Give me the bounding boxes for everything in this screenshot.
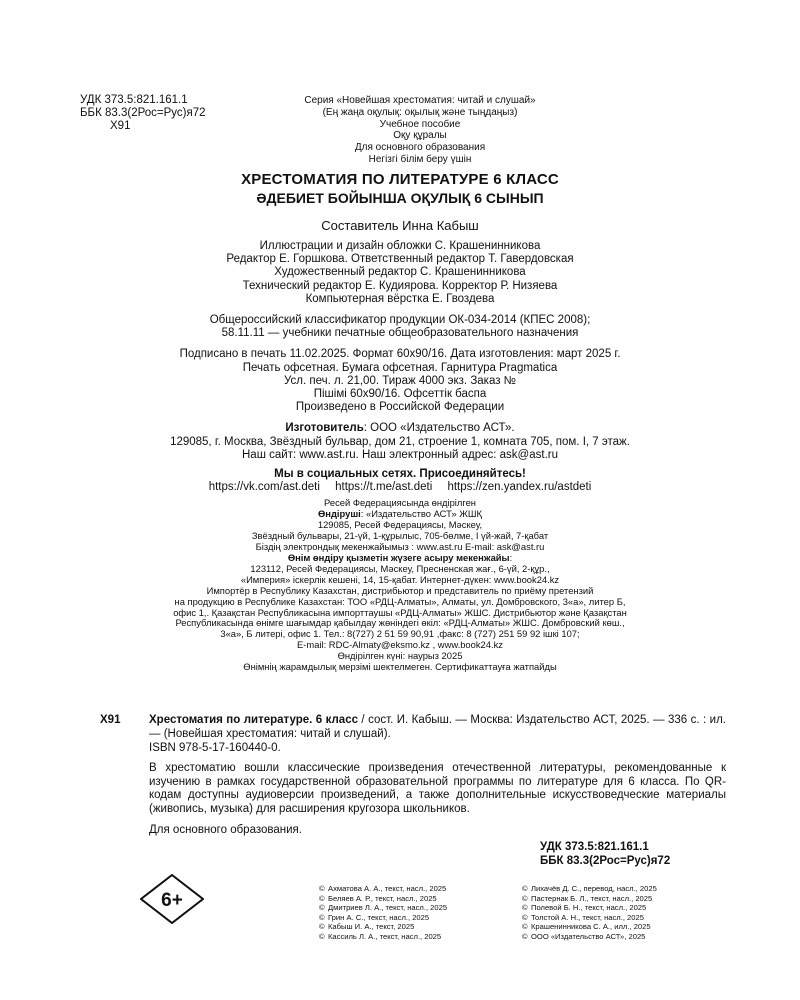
social-heading: Мы в социальных сетях. Присоединяйтесь!: [274, 468, 526, 481]
title-kz: ӘДЕБИЕТ БОЙЫНША ОҚУЛЫҚ 6 СЫНЫП: [256, 190, 544, 206]
print-line: Произведено в Российской Федерации: [295, 401, 505, 414]
kz-line: Біздің электрондық мекенжайымыз : www.ast.ru E-mail: ask@ast.ru: [255, 541, 545, 553]
manufacturer: [0, 422, 800, 462]
age-rating-badge: [140, 874, 204, 924]
print-line: Печать офсетная. Бумага офсетная. Гарнитура Pragmatica: [242, 361, 558, 374]
copyright-line: © Дмитриев Л. А., текст, насл., 2025: [319, 903, 448, 913]
copyright-line: © Ахматова А. А., текст, насл., 2025: [319, 884, 447, 893]
kz-line: 3«а», Б литері, офис 1. Тел.: 8(727) 2 51 59 90,91 ,факс: 8 (727) 251 59 92 ішкі 107;: [220, 628, 580, 640]
copyright-symbol: ©: [319, 884, 325, 893]
kz-line: Импортёр в Республику Казахстан, дистрибьютор и представитель по приёму претензий: [206, 584, 594, 596]
kz-producer-value: : «Издательство АСТ» ЖШҚ: [360, 508, 482, 520]
manufacturer-label: Изготовитель: [285, 422, 364, 435]
kz-line: «Империя» іскерлік кешені, 14, 15-қабат. Интернет-дүкен: www.book24.kz: [240, 573, 560, 585]
series-line: Оқу құралы: [393, 130, 447, 142]
copyright-symbol: ©: [319, 931, 325, 941]
copyright-line: © Толстой А. Н., текст, насл., 2025: [522, 912, 644, 922]
series-line: Негізгі білім беру үшін: [368, 153, 472, 165]
copyright-line: © Лихачёв Д. С., перевод, насл., 2025: [522, 884, 657, 893]
classification-codes: [80, 94, 206, 133]
print-line: Пішімі 60x90/16. Офсеттік баспа: [313, 388, 487, 401]
classification-codes-bottom: [540, 840, 720, 868]
kz-line: Звёздный бульвары, 21-үй, 1-құрылыс, 705-бөлме, I үй-жай, 7-қабат: [251, 530, 549, 542]
social-link-zen[interactable]: https://zen.yandex.ru/astdeti: [447, 481, 592, 494]
kz-line: 129085, Ресей Федерациясы, Мәскеу,: [317, 519, 483, 531]
print-line: Усл. печ. л. 21,00. Тираж 4000 экз. Заказ №: [283, 374, 517, 387]
copyright-symbol: ©: [522, 903, 528, 913]
copyright-line: © Кассиль Л. А., текст, насл., 2025: [319, 931, 442, 941]
kz-claims-label: Өнім өндіру қызметін жүзеге асыру мекенжайы: [287, 551, 510, 563]
kz-line: Республикасында өнімге шағымдар қабылдау жөніндегі өкіл: «РДЦ-Алматы» ЖШС. Домбровский көш.,: [175, 617, 625, 629]
kz-info-block: [0, 498, 800, 673]
social-block: [0, 468, 800, 494]
social-links: [0, 481, 800, 494]
age-rating-diamond-icon: [140, 874, 204, 924]
copyright-line: © Пастернак Б. Л., текст, насл., 2025: [522, 893, 653, 903]
isbn: ISBN 978-5-17-160440-0.: [149, 742, 281, 754]
series-line: Для основного образования: [354, 142, 486, 154]
biblio-rest: / сост. И. Кабыш. — Москва: Издательство АСТ, 2025. — 336 с. : ил. — (Новейшая хрестоматия: читай и слушай).: [149, 714, 726, 740]
kz-line: офис 1,. Қазақстан Республикасына импорттаушы «РДЦ-Алматы» ЖШС. Дистрибьютор және Қазақстан: [173, 606, 627, 618]
author-sign: Х91: [110, 120, 131, 132]
copyright-line: © Беляев А. Р., текст, насл., 2025: [319, 893, 437, 903]
copyrights-left: [319, 884, 447, 942]
biblio-author-sign: Х91: [100, 714, 121, 726]
copyright-line: © Грин А. С., текст, насл., 2025: [319, 912, 430, 922]
manufacturer-line: [0, 422, 800, 435]
annotation-edu: Для основного образования.: [149, 824, 302, 836]
udk-code: УДК 373.5:821.161.1: [80, 94, 188, 106]
series-line: (Ең жаңа оқулық: оқылық және тыңдаңыз): [322, 106, 518, 118]
imprint-main: [0, 170, 800, 673]
social-link-vk[interactable]: https://vk.com/ast.deti: [208, 481, 320, 494]
copyrights-right: [522, 884, 657, 942]
manufacturer-address: 129085, г. Москва, Звёздный бульвар, дом 21, строение 1, комната 705, пом. I, 7 этаж.: [170, 435, 630, 448]
copyright-symbol: ©: [522, 931, 528, 941]
series-line: Серия «Новейшая хрестоматия: читай и слушай»: [304, 95, 536, 106]
manufacturer-site: Наш сайт: www.ast.ru. Наш электронный адрес: ask@ast.ru: [242, 448, 558, 461]
copyright-line: © Кабыш И. А., текст, 2025: [319, 922, 415, 932]
copyright-line: © ООО «Издательство АСТ», 2025: [522, 931, 646, 941]
kz-line: на продукцию в Республике Казахстан: ТОО «РДЦ-Алматы», Алматы, ул. Домбровского, 3«а», литер Б,: [174, 595, 626, 607]
annotation: В хрестоматию вошли классические произведения отечественной литературы, рекомендованные к изучению в рамках государственной образовательной программы по литературе для 6 класса. По QR-кодам доступны аудиоверсии произведений, а также дополнительные искусствоведческие материалы (живопись, музыка) для расширения кругозора школьников.: [149, 762, 726, 815]
credit-line: Технический редактор Е. Кудиярова. Корректор Р. Низяева: [242, 279, 558, 292]
print-line: Подписано в печать 11.02.2025. Формат 60x90/16. Дата изготовления: март 2025 г.: [179, 348, 621, 361]
series-line: Учебное пособие: [379, 118, 461, 130]
copyright-symbol: ©: [319, 922, 325, 932]
credit-line: Компьютерная вёрстка Е. Гвоздева: [305, 292, 495, 305]
kz-claims-colon: :: [509, 551, 513, 563]
copyright-symbol: ©: [319, 903, 325, 913]
credit-line: Редактор Е. Горшкова. Ответственный редактор Т. Гавердовская: [226, 253, 574, 266]
classifier-line: Общероссийский классификатор продукции ОК-034-2014 (КПЕС 2008);: [209, 314, 591, 327]
copyright-symbol: ©: [522, 912, 528, 922]
copyright-line: © Полевой Б. Н., текст, насл., 2025: [522, 903, 647, 913]
biblio-description: [149, 714, 726, 741]
credit-line: Иллюстрации и дизайн обложки С. Крашенинникова: [259, 240, 541, 252]
print-info: [0, 348, 800, 414]
classifier-line: 58.11.11 — учебники печатные общеобразовательного назначения: [221, 327, 579, 340]
kz-line: Ресей Федерациясында өндірілген: [324, 497, 476, 509]
copyright-symbol: ©: [522, 884, 528, 893]
kz-line: Өнімнің жарамдылық мерзімі шектелмеген. Сертификаттауға жатпайды: [243, 661, 557, 673]
biblio-title: Хрестоматия по литературе. 6 класс: [149, 714, 358, 726]
age-rating-text: 6+: [161, 890, 183, 911]
bbk-code-bottom: ББК 83.3(2Рос=Рус)я72: [540, 855, 671, 867]
udk-code-bottom: УДК 373.5:821.161.1: [540, 841, 649, 853]
bbk-code: ББК 83.3(2Рос=Рус)я72: [80, 107, 206, 119]
credits: [0, 240, 800, 306]
compiler: Составитель Инна Кабыш: [321, 218, 479, 233]
manufacturer-name: : ООО «Издательство АСТ».: [363, 422, 515, 435]
kz-producer-label: Өндіруші: [318, 508, 361, 520]
series-block: [210, 95, 630, 166]
kz-line: 123112, Ресей Федерациясы, Мәскеу, Пресненская жағ., 6-үй, 2-құр.,: [250, 562, 550, 574]
copyright-symbol: ©: [522, 922, 528, 932]
product-classifier: [0, 314, 800, 340]
kz-line: E-mail: RDC-Almaty@eksmo.kz , www.book24.kz: [297, 639, 503, 651]
copyright-symbol: ©: [319, 912, 325, 922]
kz-line: Өндірілген күні: наурыз 2025: [337, 650, 463, 662]
social-link-telegram[interactable]: https://t.me/ast.deti: [335, 481, 433, 494]
copyright-symbol: ©: [522, 893, 528, 903]
copyright-symbol: ©: [319, 893, 325, 903]
copyright-line: © Крашенинникова С. А., илл., 2025: [522, 922, 651, 932]
credit-line: Художественный редактор С. Крашенинникова: [274, 266, 526, 279]
title-ru: ХРЕСТОМАТИЯ ПО ЛИТЕРАТУРЕ 6 КЛАСС: [241, 171, 559, 188]
